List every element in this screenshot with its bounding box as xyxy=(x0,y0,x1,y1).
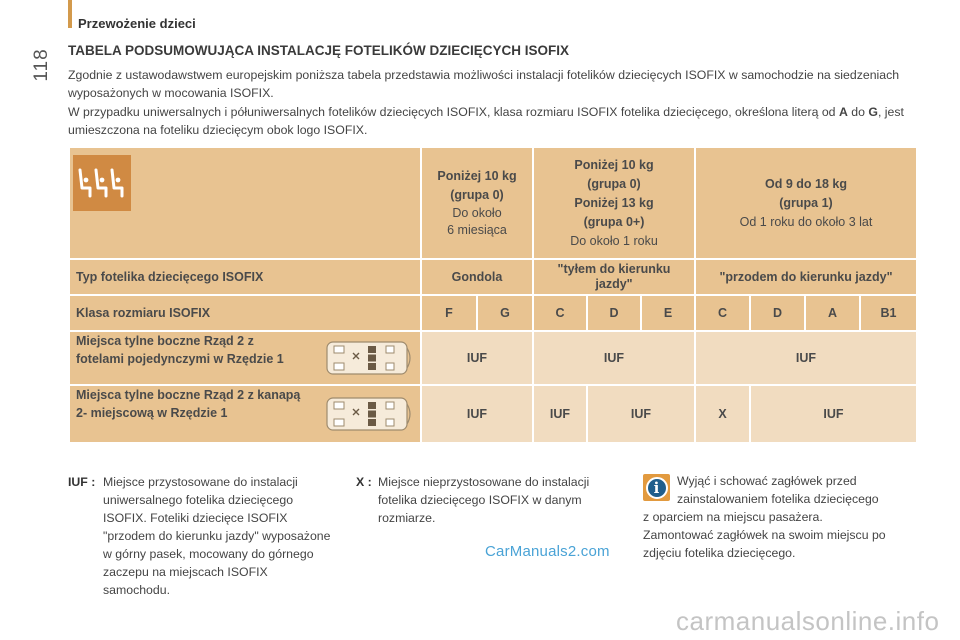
isofix-table xyxy=(70,148,916,442)
header-group0plus: Poniżej 10 kg (grupa 0) Poniżej 13 kg (grupa 0+) Do około 1 roku xyxy=(534,148,694,258)
row2-x-front-c: X xyxy=(696,386,749,442)
class-cell: D xyxy=(588,296,640,330)
child-seats-icon xyxy=(73,155,131,211)
iuf-legend-key: IUF : xyxy=(68,475,96,489)
row1-label: Miejsca tylne boczne Rząd 2 z fotelami pojedynczymi w Rzędzie 1 xyxy=(70,332,420,384)
intro-paragraph-2: W przypadku uniwersalnych i półuniwersalnych fotelików dziecięcych ISOFIX, klasa rozmiaru ISOFIX fotelika dziecięcego, określona literą od A do G, jest umieszczona na foteliku dziecięcym obok logo ISOFIX. xyxy=(68,105,904,137)
row2-iuf-front-rest: IUF xyxy=(751,386,916,442)
page-number: 118 xyxy=(31,48,52,82)
x-legend-text: Miejsce nieprzystosowane do instalacji fotelika dziecięcego ISOFIX w danym rozmiarze. xyxy=(378,475,590,525)
row2-label: Miejsca tylne boczne Rząd 2 z kanapą 2- miejscową w Rzędzie 1 xyxy=(70,386,420,442)
class-cell: F xyxy=(422,296,476,330)
section-accent-bar xyxy=(68,0,72,28)
header-group0: Poniżej 10 kg (grupa 0) Do około 6 miesiąca xyxy=(422,148,532,258)
class-cell: C xyxy=(696,296,749,330)
tip-headrest-remove-cont: z oparciem na miejscu pasażera. xyxy=(643,510,823,524)
row2-iuf-rear-c: IUF xyxy=(534,386,586,442)
header-group1: Od 9 do 18 kg (grupa 1) Od 1 roku do około 3 lat xyxy=(696,148,916,258)
type-forward-facing: "przodem do kierunku jazdy" xyxy=(696,260,916,294)
section-title: Przewożenie dzieci xyxy=(78,16,196,31)
class-cell: A xyxy=(806,296,859,330)
watermark-carmanualsonline: carmanualsonline.info xyxy=(676,606,940,636)
van-bench-seating-icon xyxy=(326,395,414,433)
type-gondola: Gondola xyxy=(422,260,532,294)
header-icon-cell xyxy=(70,148,420,258)
info-icon: i xyxy=(643,474,670,501)
type-row-label: Typ fotelika dziecięcego ISOFIX xyxy=(70,260,420,294)
row2-iuf-rear-de: IUF xyxy=(588,386,694,442)
iuf-legend-text: Miejsce przystosowane do instalacji uniwersalnego fotelika dziecięcego ISOFIX. Foteliki dziecięce ISOFIX "przodem do kierunku jazdy" wyposażone w górny pasek, mocowany do górnego zaczepu na miejscach ISOFIX samochodu. xyxy=(103,475,331,597)
class-row-label: Klasa rozmiaru ISOFIX xyxy=(70,296,420,330)
van-seating-icon xyxy=(326,339,414,377)
tip-headrest-refit: Zamontować zagłówek na swoim miejscu po zdjęciu fotelika dziecięcego. xyxy=(643,528,886,560)
intro-paragraph-1: Zgodnie z ustawodawstwem europejskim poniższa tabela przedstawia możliwości instalacji fotelików dziecięcych ISOFIX w samochodzie na siedzeniach wyposażonych w mocowania ISOFIX. xyxy=(68,68,900,100)
main-heading: TABELA PODSUMOWUJĄCA INSTALACJĘ FOTELIKÓW DZIECIĘCYCH ISOFIX xyxy=(68,43,570,58)
class-cell: B1 xyxy=(861,296,916,330)
class-cell: E xyxy=(642,296,694,330)
tip-headrest-remove: Wyjąć i schować zagłówek przed zainstalowaniem fotelika dziecięcego xyxy=(677,474,879,506)
row1-iuf-rear: IUF xyxy=(534,332,694,384)
class-cell: D xyxy=(751,296,804,330)
x-legend-key: X : xyxy=(356,475,372,489)
watermark-carmanuals2: CarManuals2.com xyxy=(485,543,610,560)
type-rear-facing: "tyłem do kierunku jazdy" xyxy=(534,260,694,294)
row1-iuf-front: IUF xyxy=(696,332,916,384)
class-cell: C xyxy=(534,296,586,330)
class-cell: G xyxy=(478,296,532,330)
row2-iuf-gondola: IUF xyxy=(422,386,532,442)
row1-iuf-gondola: IUF xyxy=(422,332,532,384)
